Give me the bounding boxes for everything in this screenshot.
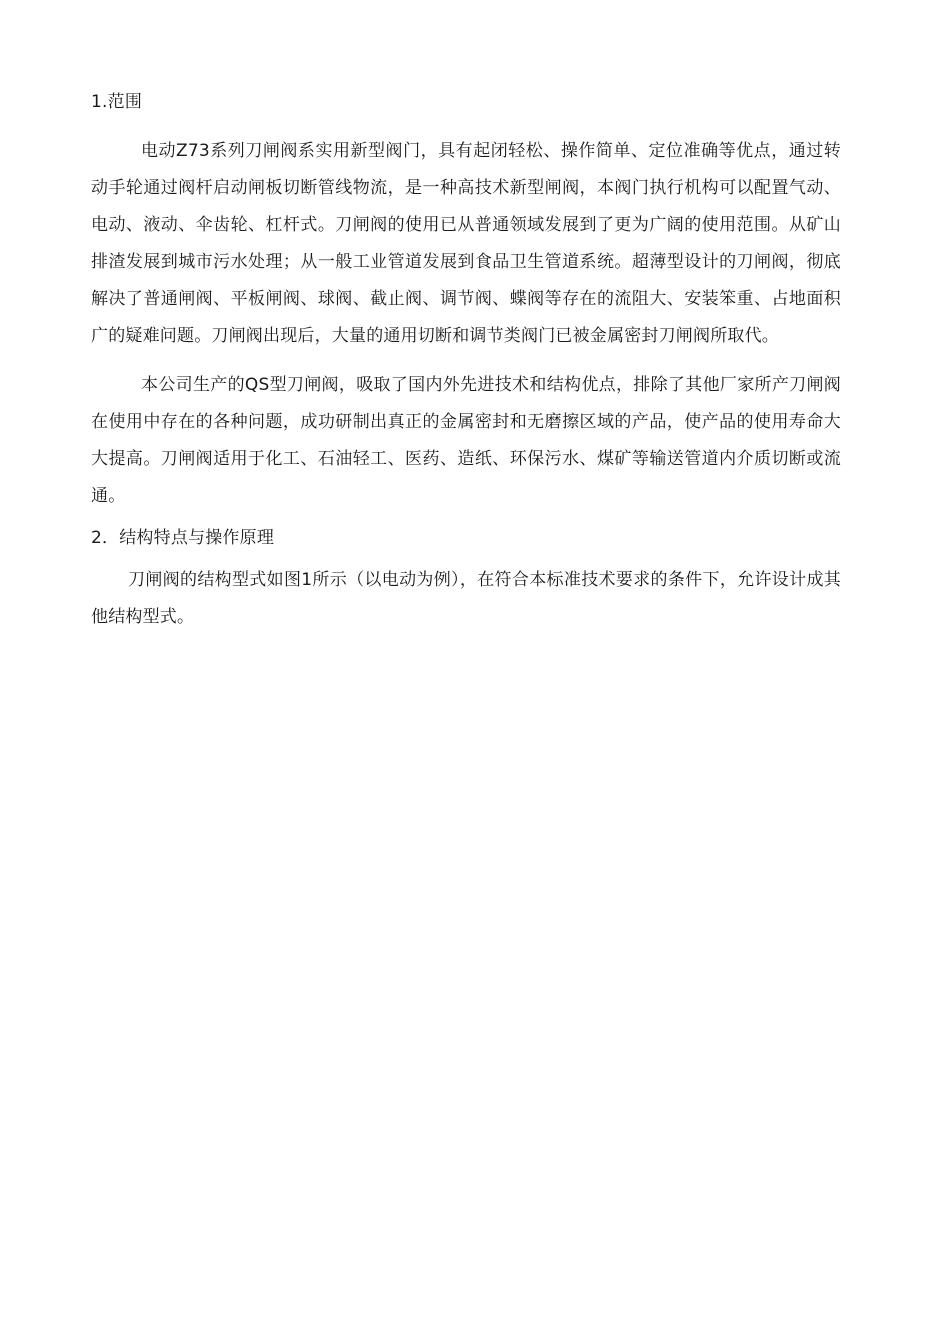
section-heading-scope: 1.范围	[91, 92, 143, 112]
paragraph-company-product: 本公司生产的QS型刀闸阀，吸取了国内外先进技术和结构优点，排除了其他厂家所产刀闸阀在使用中存在的各种问题，成功研制出真正的金属密封和无磨擦区域的产品，使产品的使用寿命大大提高。刀闸阀适用于化工、石油轻工、医药、造纸、环保污水、煤矿等输送管道内介质切断或流通。	[91, 375, 841, 506]
document-body	[91, 84, 841, 636]
paragraph-scope-intro: 电动Z73系列刀闸阀系实用新型阀门，具有起闭轻松、操作简单、定位准确等优点，通过转动手轮通过阀杆启动闸板切断管线物流，是一种高技术新型闸阀，本阀门执行机构可以配置气动、电动、液动、伞齿轮、杠杆式。刀闸阀的使用已从普通领域发展到了更为广阔的使用范围。从矿山排渣发展到城市污水处理；从一般工业管道发展到食品卫生管道系统。超薄型设计的刀闸阀，彻底解决了普通闸阀、平板闸阀、球阀、截止阀、调节阀、蝶阀等存在的流阻大、安装笨重、占地面积广的疑难问题。刀闸阀出现后，大量的通用切断和调节类阀门已被金属密封刀闸阀所取代。	[91, 141, 841, 346]
section-heading-structure: 2．结构特点与操作原理	[91, 528, 275, 548]
paragraph-structure-form: 刀闸阀的结构型式如图1所示（以电动为例），在符合本标准技术要求的条件下，允许设计成其他结构型式。	[91, 570, 841, 627]
